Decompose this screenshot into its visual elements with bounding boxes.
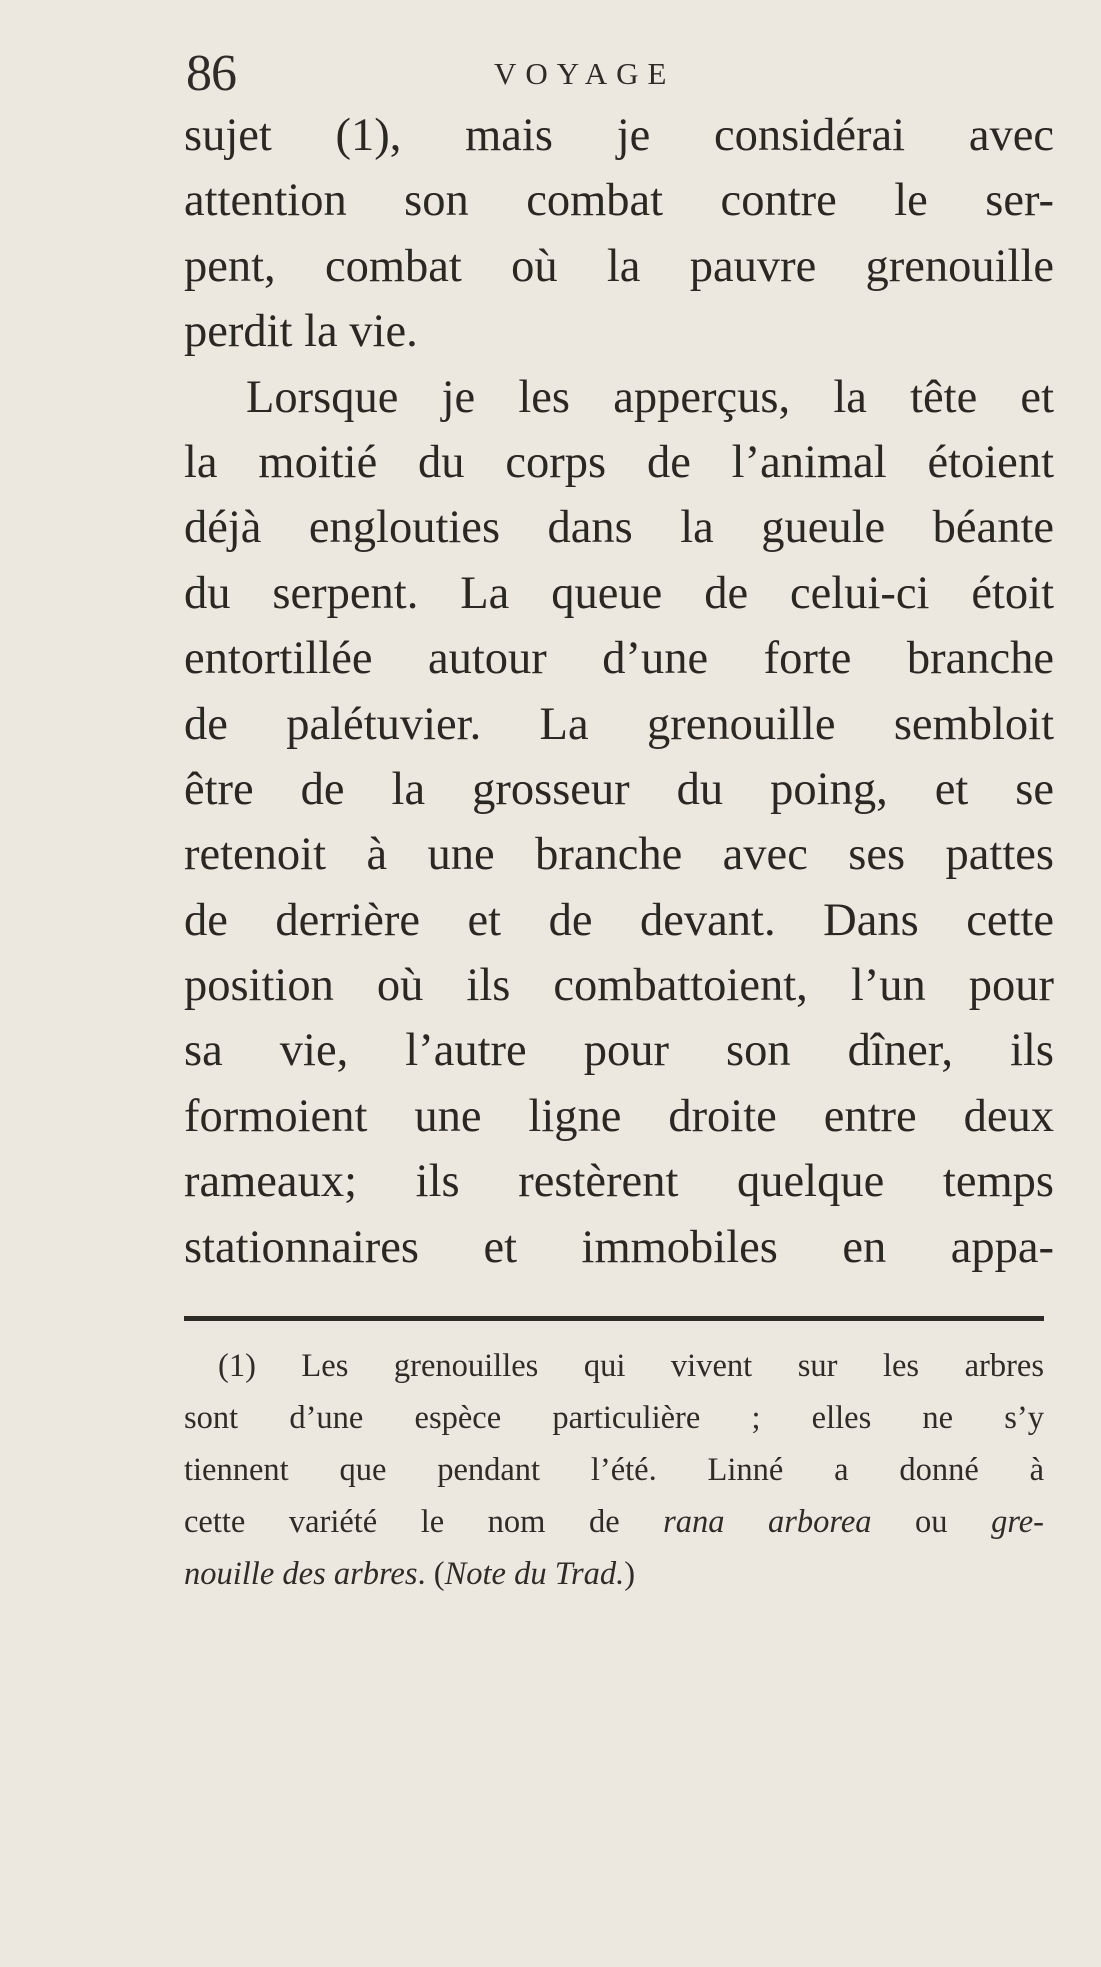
body-line: pent, combat où la pauvre grenouille bbox=[184, 240, 1054, 292]
body-line: sujet (1), mais je considérai avec bbox=[184, 110, 1054, 161]
running-head: VOYAGE bbox=[494, 56, 676, 91]
body-line: perdit la vie. bbox=[184, 306, 418, 358]
footnote-italic-text: rana arborea bbox=[663, 1504, 872, 1540]
body-line: stationnaires et immobiles en appa- bbox=[184, 1221, 1054, 1273]
footnote bbox=[184, 1340, 1044, 1600]
footnote-line: sont d’une espèce particulière ; elles ne s’y bbox=[184, 1400, 1044, 1436]
footnote-text: . ( bbox=[417, 1556, 445, 1592]
body-line: Lorsque je les apperçus, la tête et bbox=[246, 371, 1054, 423]
body-line: entortillée autour d’une forte branche bbox=[184, 633, 1054, 685]
body-line: sa vie, l’autre pour son dîner, ils bbox=[184, 1025, 1054, 1077]
footnote-italic-text: Note du Trad. bbox=[444, 1556, 625, 1592]
body-line: du serpent. La queue de celui-ci étoit bbox=[184, 567, 1054, 619]
page-header bbox=[0, 44, 1101, 104]
body-line: de palétuvier. La grenouille sembloit bbox=[184, 698, 1054, 750]
footnote-text: ou bbox=[871, 1504, 992, 1540]
footnote-line: tiennent que pendant l’été. Linné a donné à bbox=[184, 1452, 1044, 1488]
body-line: la moitié du corps de l’animal étoient bbox=[184, 436, 1054, 488]
footnote-italic-text: nouille des arbres bbox=[184, 1556, 418, 1592]
body-line: formoient une ligne droite entre deux bbox=[184, 1090, 1054, 1142]
body-line: rameaux; ils restèrent quelque temps bbox=[184, 1156, 1054, 1208]
footnote-line: (1) Les grenouilles qui vivent sur les arbres bbox=[218, 1348, 1044, 1384]
page-number: 86 bbox=[186, 45, 236, 102]
footnote-separator-rule bbox=[184, 1316, 1044, 1321]
body-line: attention son combat contre le ser- bbox=[184, 175, 1054, 227]
body-line: position où ils combattoient, l’un pour bbox=[184, 960, 1054, 1012]
body-line: être de la grosseur du poing, et se bbox=[184, 763, 1054, 815]
body-line: retenoit à une branche avec ses pattes bbox=[184, 829, 1054, 881]
footnote-text: ) bbox=[624, 1556, 636, 1592]
footnote-text: cette variété le nom de bbox=[184, 1504, 664, 1540]
footnote-line bbox=[184, 1548, 1044, 1600]
body-line: déjà englouties dans la gueule béante bbox=[184, 502, 1054, 554]
footnote-line bbox=[184, 1496, 1044, 1548]
body-line: de derrière et de devant. Dans cette bbox=[184, 894, 1054, 946]
body-text bbox=[184, 103, 1054, 1280]
footnote-italic-text: gre- bbox=[991, 1504, 1045, 1540]
